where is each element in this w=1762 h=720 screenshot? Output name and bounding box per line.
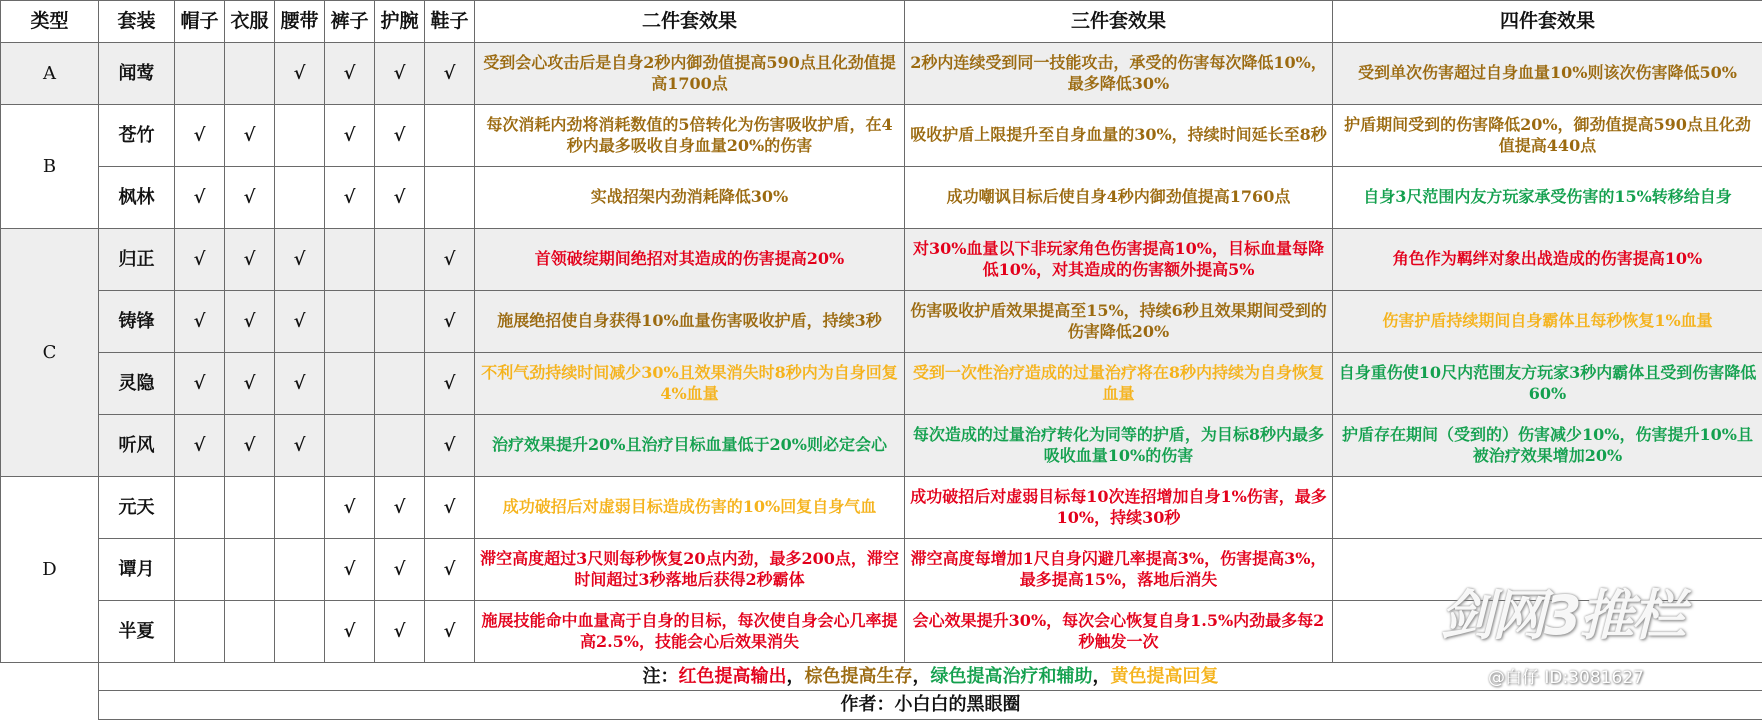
set-name: 半夏 [99,601,175,663]
two-piece-effect: 首领破绽期间绝招对其造成的伤害提高20% [475,229,905,291]
slot-bracers: √ [375,601,425,663]
four-piece-effect: 自身重伤使10尺内范围友方玩家3秒内霸体且受到伤害降低60% [1333,353,1762,415]
slot-shoes: √ [425,477,475,539]
four-piece-effect: 自身3尺范围内友方玩家承受伤害的15%转移给自身 [1333,167,1762,229]
set-name: 灵隐 [99,353,175,415]
table-row [1,353,1762,415]
table-row [1,415,1762,477]
slot-bracers: √ [375,539,425,601]
slot-pants [325,353,375,415]
slot-belt [275,539,325,601]
header-type: 类型 [1,1,99,43]
slot-shoes: √ [425,601,475,663]
set-name: 铸锋 [99,291,175,353]
author-row [1,691,1762,720]
slot-pants: √ [325,43,375,105]
slot-pants [325,415,375,477]
slot-belt: √ [275,43,325,105]
slot-shoes [425,167,475,229]
legend-row [1,663,1762,691]
header-shoes: 鞋子 [425,1,475,43]
two-piece-effect: 治疗效果提升20%且治疗目标血量低于20%则必定会心 [475,415,905,477]
set-name: 归正 [99,229,175,291]
set-name: 元天 [99,477,175,539]
table-row [1,539,1762,601]
two-piece-effect: 成功破招后对虚弱目标造成伤害的10%回复自身气血 [475,477,905,539]
slot-clothes [225,477,275,539]
set-name: 苍竹 [99,105,175,167]
set-name: 闻莺 [99,43,175,105]
slot-bracers: √ [375,477,425,539]
two-piece-effect: 实战招架内劲消耗降低30% [475,167,905,229]
header-set: 套装 [99,1,175,43]
type-cell-d: D [1,477,99,663]
slot-shoes: √ [425,43,475,105]
slot-hat [175,43,225,105]
type-cell-c: C [1,229,99,477]
slot-belt: √ [275,229,325,291]
slot-shoes: √ [425,353,475,415]
slot-clothes: √ [225,229,275,291]
table-row [1,601,1762,663]
legend-spacer [1,663,99,691]
type-cell-a: A [1,43,99,105]
two-piece-effect: 不利气劲持续时间减少30%且效果消失时8秒内为自身回复4%血量 [475,353,905,415]
legend-prefix: 注： [643,666,679,687]
slot-hat [175,601,225,663]
color-legend [99,663,1762,691]
header-pants: 裤子 [325,1,375,43]
header-clothes: 衣服 [225,1,275,43]
author-credit: 作者：小白白的黑眼圈 [99,691,1762,720]
table-row [1,291,1762,353]
slot-bracers [375,415,425,477]
table-row [1,105,1762,167]
two-piece-effect: 受到会心攻击后是自身2秒内御劲值提高590点且化劲值提高1700点 [475,43,905,105]
slot-pants: √ [325,477,375,539]
slot-hat: √ [175,229,225,291]
legend-sep: ， [787,666,805,687]
slot-belt [275,477,325,539]
set-name: 枫林 [99,167,175,229]
slot-belt [275,105,325,167]
four-piece-effect: 角色作为羁绊对象出战造成的伤害提高10% [1333,229,1762,291]
slot-hat: √ [175,167,225,229]
slot-bracers: √ [375,167,425,229]
three-piece-effect: 每次造成的过量治疗转化为同等的护盾，为目标8秒内最多吸收血量10%的伤害 [905,415,1333,477]
slot-shoes: √ [425,291,475,353]
legend-yellow: 黄色提高回复 [1111,666,1219,687]
slot-pants [325,291,375,353]
three-piece-effect: 对30%血量以下非玩家角色伤害提高10%，目标血量每降低10%，对其造成的伤害额外提高5% [905,229,1333,291]
slot-clothes: √ [225,167,275,229]
four-piece-effect: 护盾期间受到的伤害降低20%，御劲值提高590点且化劲值提高440点 [1333,105,1762,167]
three-piece-effect: 成功破招后对虚弱目标每10次连招增加自身1%伤害，最多10%，持续30秒 [905,477,1333,539]
two-piece-effect: 施展绝招使自身获得10%血量伤害吸收护盾，持续3秒 [475,291,905,353]
two-piece-effect: 施展技能命中血量高于自身的目标，每次使自身会心几率提高2.5%，技能会心后效果消失 [475,601,905,663]
type-cell-b: B [1,105,99,229]
slot-clothes: √ [225,105,275,167]
slot-pants: √ [325,105,375,167]
four-piece-effect: 伤害护盾持续期间自身霸体且每秒恢复1%血量 [1333,291,1762,353]
table-row [1,43,1762,105]
header-four-piece: 四件套效果 [1333,1,1762,43]
header-hat: 帽子 [175,1,225,43]
header-two-piece: 二件套效果 [475,1,905,43]
table-row [1,167,1762,229]
watermark-user-id: @白仔 ID:3081627 [1488,663,1644,688]
header-row [1,1,1762,43]
slot-clothes [225,43,275,105]
slot-hat: √ [175,105,225,167]
slot-shoes: √ [425,415,475,477]
slot-bracers: √ [375,105,425,167]
slot-pants: √ [325,539,375,601]
four-piece-effect [1333,601,1762,663]
watermark-logo: 剑网3推栏 [1440,573,1684,650]
slot-bracers [375,353,425,415]
header-bracers: 护腕 [375,1,425,43]
slot-clothes [225,601,275,663]
slot-pants [325,229,375,291]
slot-belt: √ [275,415,325,477]
slot-hat [175,477,225,539]
slot-bracers [375,229,425,291]
slot-shoes: √ [425,539,475,601]
slot-bracers: √ [375,43,425,105]
table-row [1,229,1762,291]
slot-shoes: √ [425,229,475,291]
legend-red: 红色提高输出 [679,666,787,687]
four-piece-effect [1333,477,1762,539]
three-piece-effect: 会心效果提升30%，每次会心恢复自身1.5%内劲最多每2秒触发一次 [905,601,1333,663]
legend-sep: ， [1093,666,1111,687]
slot-clothes [225,539,275,601]
slot-clothes: √ [225,415,275,477]
three-piece-effect: 滞空高度每增加1尺自身闪避几率提高3%，伤害提高3%，最多提高15%，落地后消失 [905,539,1333,601]
two-piece-effect: 滞空高度超过3尺则每秒恢复20点内劲，最多200点，滞空时间超过3秒落地后获得2秒霸体 [475,539,905,601]
set-name: 谭月 [99,539,175,601]
three-piece-effect: 吸收护盾上限提升至自身血量的30%，持续时间延长至8秒 [905,105,1333,167]
table-row [1,477,1762,539]
four-piece-effect: 护盾存在期间（受到的）伤害减少10%，伤害提升10%且被治疗效果增加20% [1333,415,1762,477]
slot-belt: √ [275,353,325,415]
slot-belt [275,601,325,663]
three-piece-effect: 2秒内连续受到同一技能攻击，承受的伤害每次降低10%，最多降低30% [905,43,1333,105]
slot-hat: √ [175,353,225,415]
slot-belt [275,167,325,229]
slot-clothes: √ [225,291,275,353]
two-piece-effect: 每次消耗内劲将消耗数值的5倍转化为伤害吸收护盾，在4秒内最多吸收自身血量20%的伤害 [475,105,905,167]
slot-hat: √ [175,291,225,353]
author-spacer [1,691,99,720]
three-piece-effect: 伤害吸收护盾效果提高至15%，持续6秒且效果期间受到的伤害降低20% [905,291,1333,353]
slot-shoes [425,105,475,167]
three-piece-effect: 受到一次性治疗造成的过量治疗将在8秒内持续为自身恢复血量 [905,353,1333,415]
slot-clothes: √ [225,353,275,415]
legend-green: 绿色提高治疗和辅助 [931,666,1093,687]
slot-pants: √ [325,601,375,663]
header-belt: 腰带 [275,1,325,43]
set-name: 听风 [99,415,175,477]
header-three-piece: 三件套效果 [905,1,1333,43]
slot-belt: √ [275,291,325,353]
slot-hat [175,539,225,601]
four-piece-effect: 受到单次伤害超过自身血量10%则该次伤害降低50% [1333,43,1762,105]
slot-bracers [375,291,425,353]
legend-brown: 棕色提高生存 [805,666,913,687]
four-piece-effect [1333,539,1762,601]
slot-pants: √ [325,167,375,229]
slot-hat: √ [175,415,225,477]
legend-sep: ， [913,666,931,687]
three-piece-effect: 成功嘲讽目标后使自身4秒内御劲值提高1760点 [905,167,1333,229]
